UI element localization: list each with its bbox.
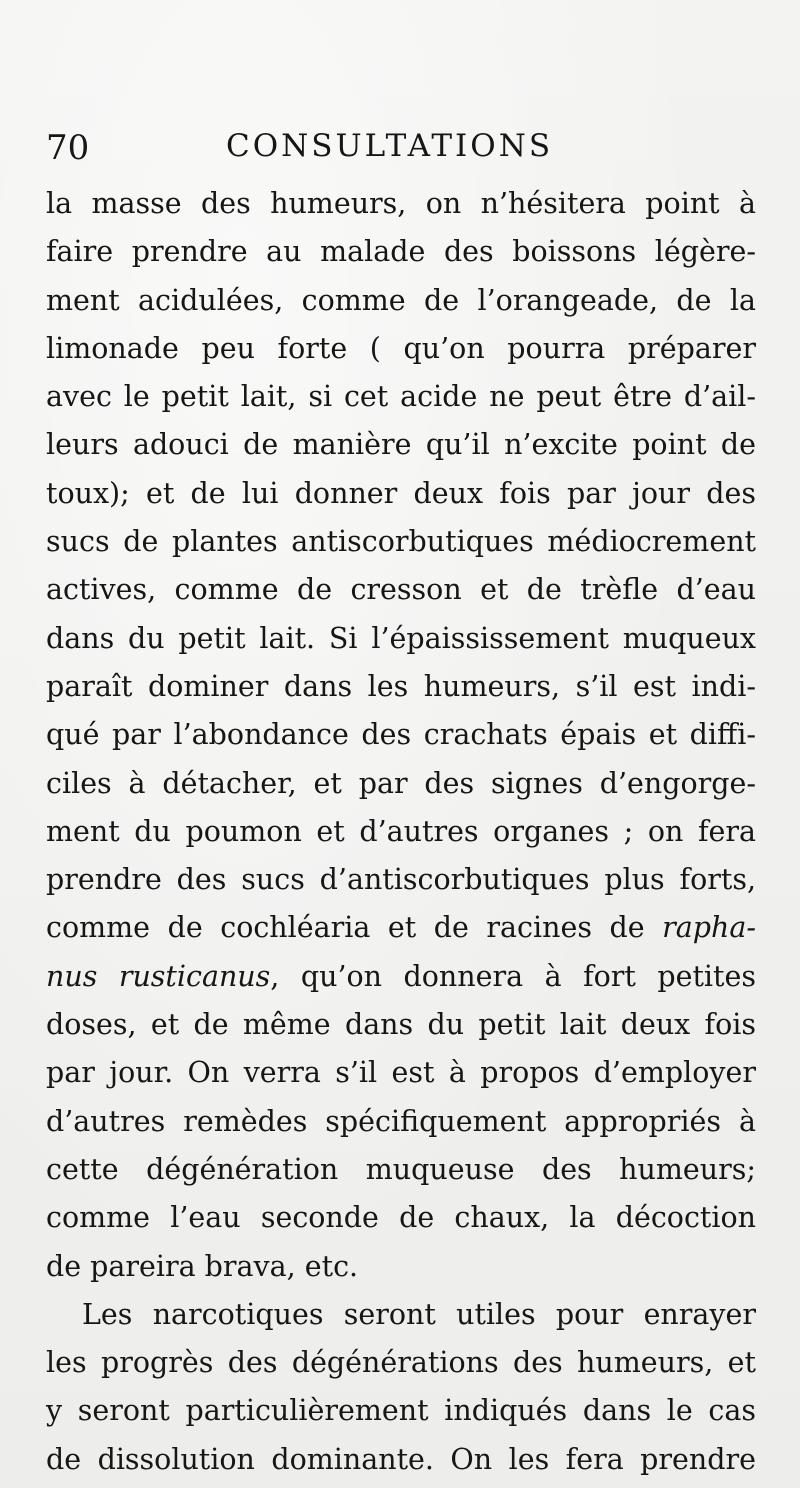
text-line: actives, comme de cresson et de trèfle d’eau (46, 573, 756, 607)
running-head: CONSULTATIONS (226, 128, 554, 164)
text-line: limonade peu forte ( qu’on pourra préparer (46, 331, 756, 365)
text-line: doses, et de même dans du petit lait deux fois (46, 1008, 756, 1042)
text-line: sucs de plantes antiscorbutiques médiocrement (46, 525, 756, 559)
italic-segment: nus rusticanus (46, 959, 271, 993)
body-text (46, 180, 756, 1484)
text-line: la masse des humeurs, on n’hésitera point à (46, 187, 756, 220)
text-line: cette dégénération muqueuse des humeurs; (46, 1152, 756, 1186)
text-line: d’autres remèdes spécifiquement appropriés à (46, 1104, 756, 1138)
paragraph-last-line: de pareira brava, etc. (46, 1249, 359, 1283)
text-line: paraît dominer dans les humeurs, s’il est indi- (46, 669, 756, 703)
page-number: 70 (46, 128, 90, 168)
text-line: faire prendre au malade des boissons légère- (46, 235, 756, 269)
text-line: y seront particulièrement indiqués dans le cas (46, 1394, 756, 1428)
text-line: ment du poumon et d’autres organes ; on fera (46, 814, 756, 848)
text-line: de dissolution dominante. On les fera prendre (46, 1442, 756, 1476)
text-line: leurs adouci de manière qu’il n’excite point de (46, 428, 756, 462)
text-line: qué par l’abondance des crachats épais et diffi- (46, 718, 756, 752)
text-line: avec le petit lait, si cet acide ne peut être d’ail- (46, 380, 756, 414)
text-line: ment acidulées, comme de l’orangeade, de la (46, 283, 756, 317)
page-header (46, 118, 756, 174)
text-segment: comme de cochléaria et de racines de (46, 911, 663, 945)
text-line: par jour. On verra s’il est à propos d’employer (46, 1056, 756, 1090)
text-line: dans du petit lait. Si l’épaississement muqueux (46, 621, 756, 655)
text-line: prendre des sucs d’antiscorbutiques plus forts, (46, 863, 756, 897)
text-line-mixed (46, 904, 756, 952)
text-line: ciles à détacher, et par des signes d’engorge- (46, 766, 756, 800)
text-segment: , qu’on donnera à fort petites (270, 959, 756, 993)
text-line: toux); et de lui donner deux fois par jour des (46, 476, 756, 510)
italic-segment: rapha- (662, 911, 756, 945)
show-through-texture (230, 62, 570, 82)
text-line-mixed (46, 953, 756, 1001)
paragraph-first-line: Les narcotiques seront utiles pour enrayer (82, 1297, 756, 1331)
text-line: les progrès des dégénérations des humeurs, et (46, 1346, 756, 1380)
text-line: comme l’eau seconde de chaux, la décoction (46, 1201, 756, 1235)
